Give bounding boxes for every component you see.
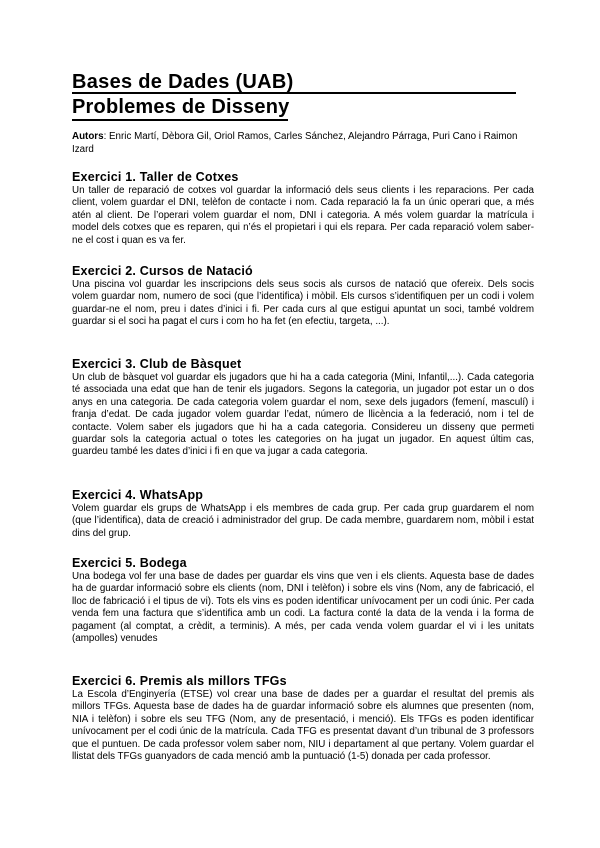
title-line-2: Problemes de Disseny <box>72 95 288 121</box>
exercise-2-body: Una piscina vol guardar les inscripcions dels seus socis als cursos de natació que ofereix. Dels socis volem guardar nom, numero de soci (que l’identifica) i mòbil. Els cursos s’identifiquen per un codi i volem guardar-ne el nom, preu i dates d’inici i fi. Per cada curs al que estigui apuntat un soci, també voldrem guardar si el soci ha pagat el curs i com ho ha fet (en efectiu, targeta, ...). <box>72 279 534 328</box>
exercise-5 <box>72 556 534 645</box>
authors-line <box>72 131 534 156</box>
exercise-6-body: La Escola d’Enginyería (ETSE) vol crear una base de dades per a guardar el resultat del premis als millors TFGs. Aquesta base de dades ha de guardar informació sobre els alumnes que presenten (nom, NIA i telèfon) i sobre els seu TFG (Nom, any de presentació, i menció). Els TFGs es poden identificar unívocament per el codi únic de la matrícula. Cada TFG es presentat davant d’un tribunal de 3 professors que el puntuen. De cada professor volem saber nom, NIU i departament al que pertany. Volem guardar el llistat dels TFGs guanyadors de cada menció amb la puntuació (1-5) donada per cada professor. <box>72 689 534 763</box>
exercise-1-body: Un taller de reparació de cotxes vol guardar la informació dels seus clients i les reparacions. Per cada client, volem guardar el DNI, telèfon de contacte i nom. Cada reparació la fa un únic operari que, a més atén al client. De l’operari volem guardar el nom, DNI i categoria. A més volem guardar la matrícula i model dels cotxes que es reparen, qui n’és el propietari i qui els repara. Per cada reparació volem saber-ne el cost i quan es va fer. <box>72 185 534 246</box>
exercise-2-title: Exercici 2. Cursos de Natació <box>72 264 253 278</box>
authors-names: : Enric Martí, Dèbora Gil, Oriol Ramos, Carles Sánchez, Alejandro Párraga, Puri Cano i Raimon Izard <box>72 131 518 155</box>
exercise-2 <box>72 264 534 329</box>
exercise-5-body: Una bodega vol fer una base de dades per guardar els vins que ven i els clients. Aquesta base de dades ha de guardar informació sobre els clients (nom, DNI i telèfon) i sobre els vins (Nom, any de fabricació, el lloc de fabricació i el tipus de vi). Tots els vins es poden identificar unívocament per un codi únic. Per cada venda fem una factura que s’identifica amb un codi. La factura conté la data de la venda i la forma de pagament (al comptat, a crèdit, a terminis). A més, per cada venda volem guardar el vi i les unitats (ampolles) venudes <box>72 571 534 645</box>
exercise-3-title: Exercici 3. Club de Bàsquet <box>72 357 242 371</box>
exercise-6-title: Exercici 6. Premis als millors TFGs <box>72 674 287 688</box>
exercise-4-body: Volem guardar els grups de WhatsApp i els membres de cada grup. Per cada grup guardarem el nom (que l’identifica), data de creació i administrador del grup. De cada membre, guardarem nom, mòbil i estat dins del grup. <box>72 503 534 539</box>
title-line-1: Bases de Dades (UAB) <box>72 70 516 94</box>
exercise-5-title: Exercici 5. Bodega <box>72 556 187 570</box>
exercise-3 <box>72 357 534 459</box>
authors-label: Autors <box>72 131 104 142</box>
exercise-3-body: Un club de bàsquet vol guardar els jugadors que hi ha a cada categoria (Mini, Infantil,...). Cada categoria té associada una edat que han de tenir els jugadors. Segons la categoria, un jugador pot estar un o dos anys en una categoria. De cada categoria volem guardar el nom, sexe dels jugadors (femení, masculí) i franja d’edat. De cada jugador volem guardar l’edat, número de llicència a la federació, nom i tel de contacte. Volem saber els jugadors que hi ha a cada categoria. Considereu un disseny que permeti guardar sols la categoria actual o totes les categories on ha jugat un jugador. En aquest últim cas, guardeu també les dates d’inici i fi en que va jugar a cada categoria. <box>72 372 534 458</box>
exercise-1-title: Exercici 1. Taller de Cotxes <box>72 170 239 184</box>
exercise-1 <box>72 170 534 247</box>
document-title <box>72 70 516 121</box>
exercise-6 <box>72 674 534 763</box>
exercise-4-title: Exercici 4. WhatsApp <box>72 488 204 502</box>
exercise-4 <box>72 488 534 540</box>
